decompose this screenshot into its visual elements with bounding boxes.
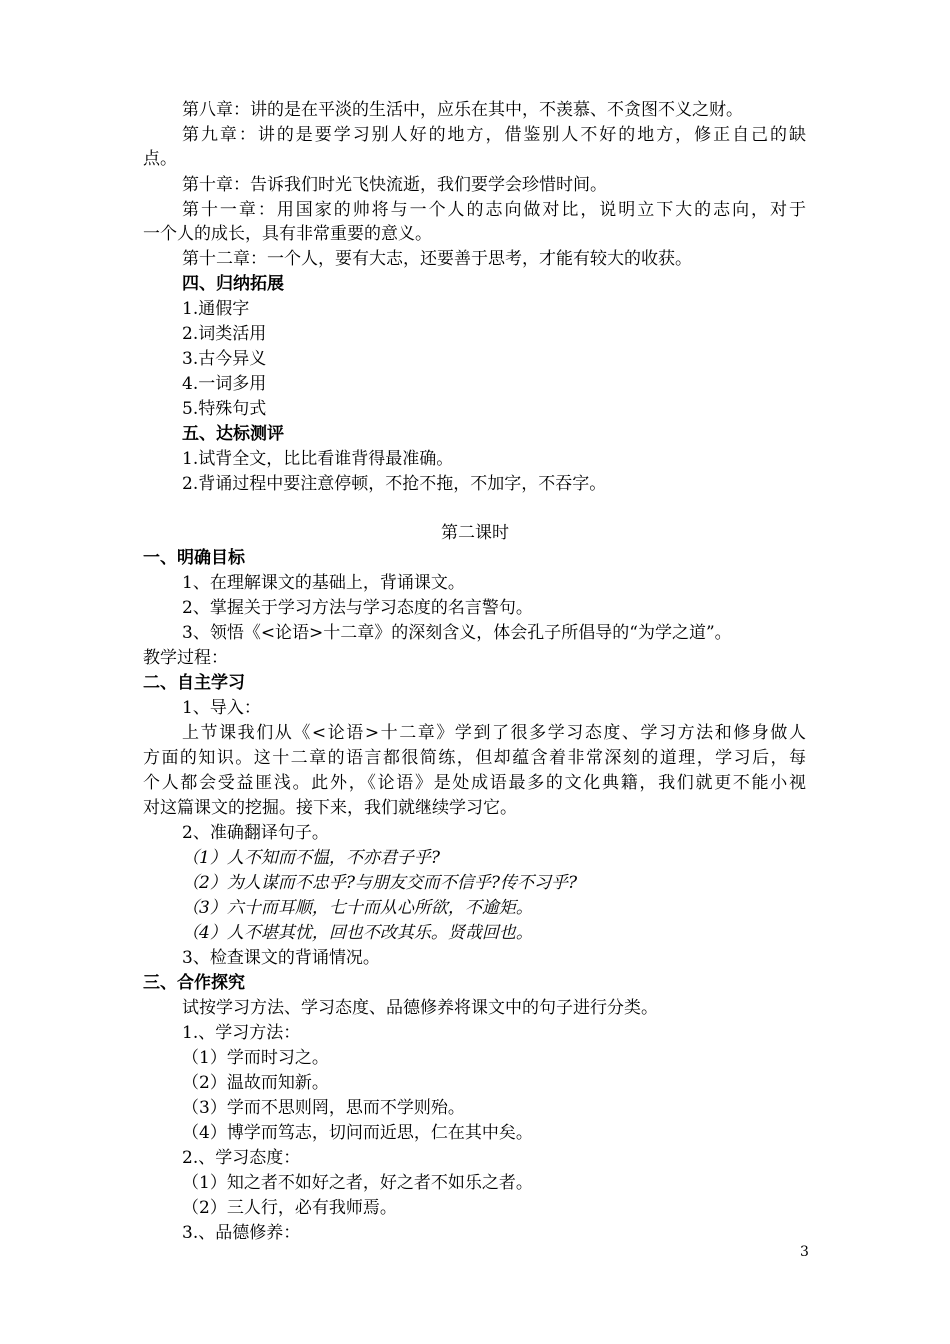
study-attitude-label: 2.、学习态度： — [182, 1148, 301, 1168]
section-4-item: 1.通假字 — [182, 299, 250, 319]
section-5-item: 2.背诵过程中要注意停顿，不抢不拖，不加字，不吞字。 — [182, 474, 607, 494]
study-attitude-item: （2）三人行，必有我师焉。 — [182, 1198, 397, 1218]
chapter-8-text: 第八章：讲的是在平淡的生活中，应乐在其中，不羡慕、不贪图不义之财。 — [182, 100, 743, 120]
section-4-item: 2.词类活用 — [182, 324, 267, 344]
intro-paragraph-line3: 个人都会受益匪浅。此外，《论语》是处成语最多的文化典籍，我们就更不能小视 — [143, 773, 806, 793]
section-4-item: 5.特殊句式 — [182, 399, 267, 419]
cooperation-heading: 三、合作探究 — [143, 973, 245, 993]
objectives-heading: 一、明确目标 — [143, 548, 245, 568]
chapter-11-text-line2: 一个人的成长，具有非常重要的意义。 — [143, 224, 432, 244]
study-attitude-item: （1）知之者不如好之者，好之者不如乐之者。 — [182, 1173, 533, 1193]
check-label: 3、检查课文的背诵情况。 — [182, 948, 380, 968]
study-method-label: 1.、学习方法： — [182, 1023, 301, 1043]
lesson-2-title: 第二课时 — [441, 523, 509, 543]
chapter-12-text: 第十二章：一个人，要有大志，还要善于思考，才能有较大的收获。 — [182, 249, 692, 269]
study-method-item: （2）温故而知新。 — [182, 1073, 329, 1093]
morality-label: 3.、品德修养： — [182, 1223, 301, 1243]
cooperation-intro: 试按学习方法、学习态度、品德修养将课文中的句子进行分类。 — [182, 998, 658, 1018]
objective-item: 3、领悟《<论语>十二章》的深刻含义，体会孔子所倡导的“为学之道”。 — [182, 623, 732, 643]
page-number: 3 — [800, 1244, 809, 1260]
study-method-item: （3）学而不思则罔，思而不学则殆。 — [182, 1098, 465, 1118]
study-method-item: （4）博学而笃志，切问而近思，仁在其中矣。 — [182, 1123, 533, 1143]
chapter-11-text-line1: 第十一章：用国家的帅将与一个人的志向做对比，说明立下大的志向，对于 — [182, 200, 806, 220]
intro-paragraph-line4: 对这篇课文的挖掘。接下来，我们就继续学习它。 — [143, 798, 517, 818]
sentence-item: （1）人不知而不愠，不亦君子乎? — [182, 848, 440, 868]
intro-paragraph-line1: 上节课我们从《<论语>十二章》学到了很多学习态度、学习方法和修身做人 — [182, 723, 806, 743]
objective-item: 1、在理解课文的基础上，背诵课文。 — [182, 573, 465, 593]
sentence-item: （4）人不堪其忧，回也不改其乐。贤哉回也。 — [182, 923, 533, 943]
translate-label: 2、准确翻译句子。 — [182, 823, 329, 843]
study-method-item: （1）学而时习之。 — [182, 1048, 329, 1068]
chapter-9-text-line1: 第九章：讲的是要学习别人好的地方，借鉴别人不好的地方，修正自己的缺 — [182, 125, 806, 145]
self-study-heading: 二、自主学习 — [143, 673, 245, 693]
section-4-item: 3.古今异义 — [182, 349, 267, 369]
intro-label: 1、导入： — [182, 698, 261, 718]
chapter-9-text-line2: 点。 — [143, 149, 177, 169]
section-5-heading: 五、达标测评 — [182, 424, 284, 444]
section-4-heading: 四、归纳拓展 — [182, 274, 284, 294]
objective-item: 2、掌握关于学习方法与学习态度的名言警句。 — [182, 598, 533, 618]
sentence-item: （3）六十而耳顺，七十而从心所欲，不逾矩。 — [182, 898, 533, 918]
intro-paragraph-line2: 方面的知识。这十二章的语言都很简练，但却蕴含着非常深刻的道理，学习后，每 — [143, 748, 806, 768]
section-4-item: 4.一词多用 — [182, 374, 267, 394]
section-5-item: 1.试背全文，比比看谁背得最准确。 — [182, 449, 454, 469]
teaching-process-label: 教学过程： — [143, 648, 228, 668]
chapter-10-text: 第十章：告诉我们时光飞快流逝，我们要学会珍惜时间。 — [182, 175, 607, 195]
sentence-item: （2）为人谋而不忠乎?与朋友交而不信乎?传不习乎? — [182, 873, 578, 893]
